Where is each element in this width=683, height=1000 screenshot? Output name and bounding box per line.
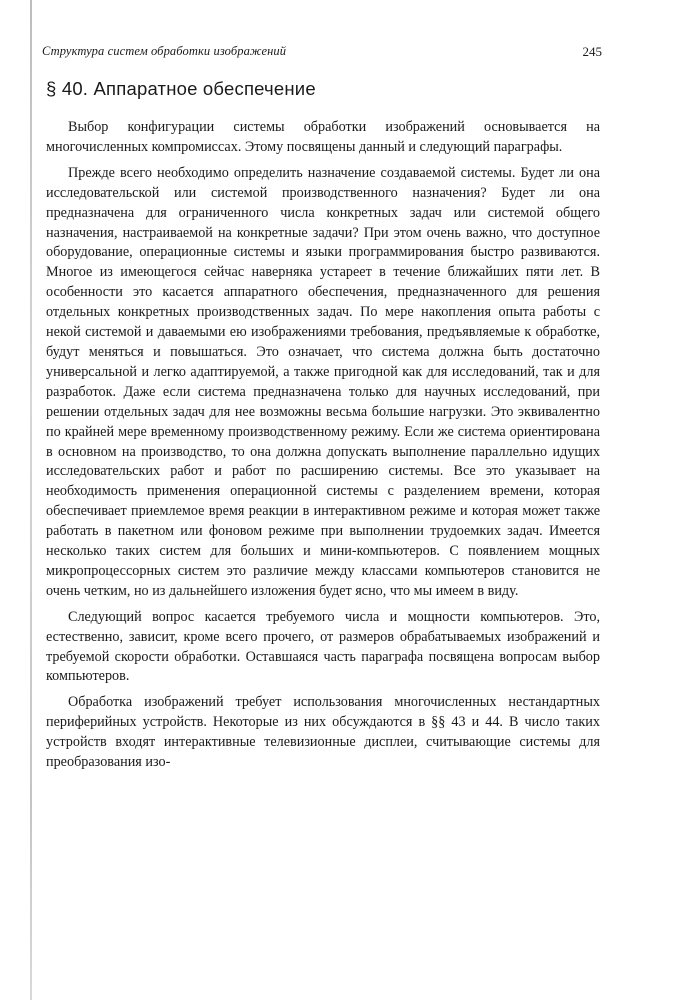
- running-head: [42, 44, 602, 64]
- page-number: 245: [582, 44, 602, 59]
- paragraph-3: Следующий вопрос касается требуемого числа и мощности компьютеров. Это, естественно, зависит, кроме всего прочего, от размеров обрабатываемых изображений и требуемой скорости обработки. Оставшаяся часть параграфа посвящена вопросам выбор компьютеров.: [46, 608, 600, 685]
- section-heading: § 40. Аппаратное обеспечение: [46, 78, 316, 99]
- paragraph-2: Прежде всего необходимо определить назначение создаваемой системы. Будет ли она исследовательской или системой производственного назначения? Будет ли она предназначена для ограниченного числа конкретных задач или системой общего назначения, настраиваемой на конкретные задачи? При этом очень важно, что доступное оборудование, операционные системы и языки программирования быстро развиваются. Многое из имеющегося сейчас наверняка устареет в течение ближайших пяти лет. В особенности это касается аппаратного обеспечения, предназначенного для решения отдельных конкретных производственных задач. По мере накопления опыта работы с некой системой и даваемыми ею изображениями требования, предъявляемые к обработке, будут меняться и повышаться. Это означает, что система должна быть достаточно универсальной и легко адаптируемой, а также пригодной как для исследований, так и для разработок. Даже если система предназначена только для научных исследований, при решении отдельных задач для нее возможны весьма большие нагрузки. Это эквивалентно по крайней мере временному производственному режиму. Если же система ориентирована в основном на производство, то она должна допускать выполнение параллельно идущих исследовательских работ и работ по расширению системы. Все это указывает на необходимость применения операционной системы с разделением времени, которая обеспечивает приемлемое время реакции в интерактивном режиме и которая может также работать в пакетном или фоновом режиме при выполнении трудоемких задач. Имеется несколько таких систем для больших и мини-компьютеров. С появлением мощных микропроцессорных систем это различие между классами компьютеров становится не очень четким, но из дальнейшего изложения будет ясно, что мы имеем в виду.: [46, 164, 600, 599]
- page-spine-edge: [30, 0, 32, 1000]
- body-text: [46, 118, 600, 773]
- paragraph-1: Выбор конфигурации системы обработки изображений основывается на многочисленных компромиссах. Этому посвящены данный и следующий параграфы.: [46, 119, 600, 155]
- running-head-title: Структура систем обработки изображений: [42, 44, 287, 58]
- paragraph-4: Обработка изображений требует использования многочисленных нестандартных периферийных устройств. Некоторые из них обсуждаются в §§ 43 и 44. В число таких устройств входят интерактивные телевизионные дисплеи, считывающие системы для преобразования изо-: [46, 694, 600, 771]
